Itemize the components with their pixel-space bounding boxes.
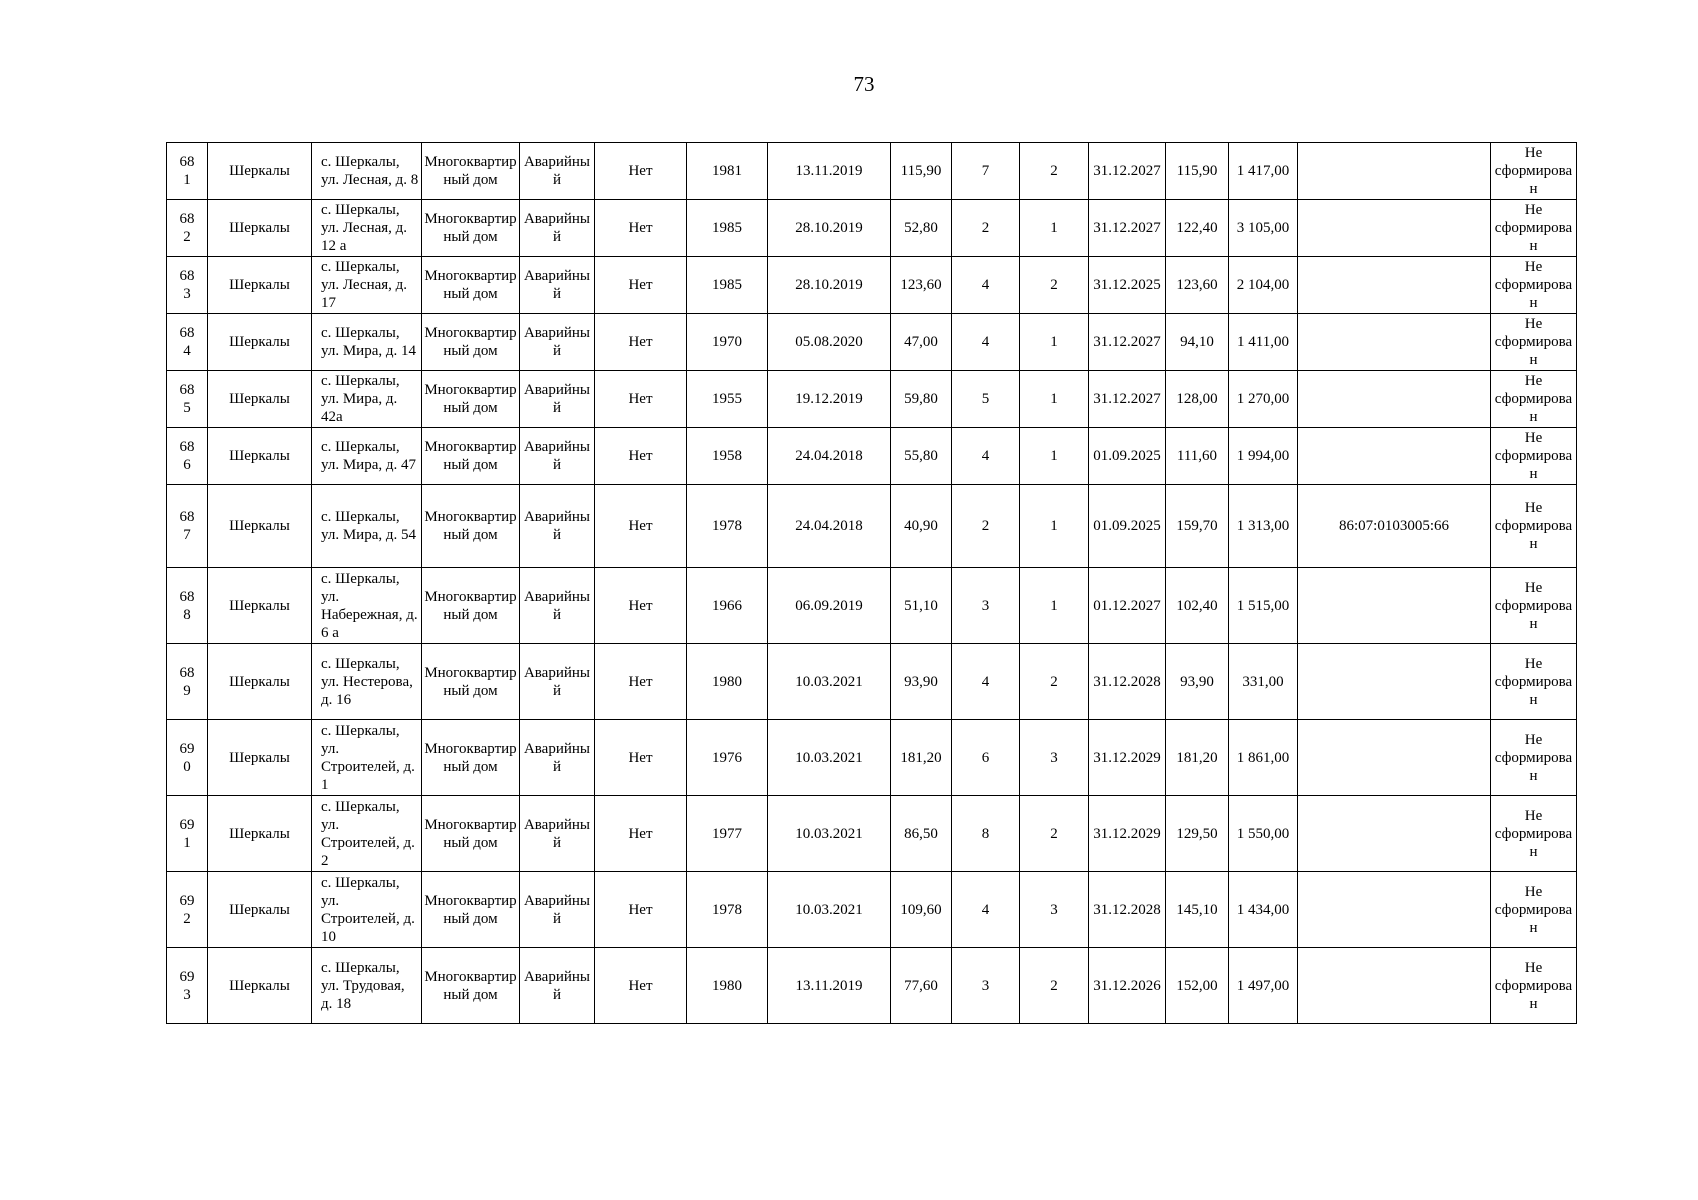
flag-cell: Нет [595,371,687,428]
building-type-cell: Многоквартирный дом [422,796,520,872]
year-cell: 1978 [687,485,768,568]
residents-cell: 3 [952,948,1020,1024]
flag-cell: Нет [595,428,687,485]
row-number-cell [167,257,208,314]
row-number-bottom: 9 [183,682,191,699]
units-cell: 3 [1020,872,1089,948]
units-cell: 3 [1020,720,1089,796]
row-number-bottom: 3 [183,286,191,302]
condition-cell: Аварийный [520,568,595,644]
housing-register-table [166,142,1577,1024]
date-cell: 06.09.2019 [768,568,891,644]
condition-cell: Аварийный [520,314,595,371]
row-number-top: 68 [179,325,195,341]
row-number-top: 69 [179,740,195,757]
condition-cell: Аварийный [520,720,595,796]
area-cell: 86,50 [891,796,952,872]
area-cell: 123,60 [891,257,952,314]
address-cell: с. Шеркалы, ул. Нестерова, д. 16 [312,644,422,720]
row-number-top: 68 [179,154,195,170]
row-number-cell [167,796,208,872]
settlement-cell: Шеркалы [208,257,312,314]
units-cell: 1 [1020,428,1089,485]
row-number-bottom: 1 [183,834,191,851]
table-body [167,143,1577,1024]
deadline-cell: 31.12.2027 [1089,143,1166,200]
address-cell: с. Шеркалы, ул. Мира, д. 54 [312,485,422,568]
deadline-cell: 31.12.2029 [1089,720,1166,796]
settlement-cell: Шеркалы [208,485,312,568]
residents-cell: 5 [952,371,1020,428]
formation-status-cell: Не сформирован [1491,948,1577,1024]
table-row [167,314,1577,371]
row-number-cell [167,485,208,568]
year-cell: 1985 [687,257,768,314]
year-cell: 1985 [687,200,768,257]
building-type-cell: Многоквартирный дом [422,644,520,720]
row-number-top: 69 [179,816,195,833]
row-number-bottom: 1 [183,172,191,188]
cadastral-number-cell [1298,428,1491,485]
building-type-cell: Многоквартирный дом [422,200,520,257]
area-cell: 109,60 [891,872,952,948]
residents-cell: 4 [952,872,1020,948]
address-cell: с. Шеркалы, ул. Строителей, д. 10 [312,872,422,948]
formation-status-cell: Не сформирован [1491,485,1577,568]
formation-status-cell: Не сформирован [1491,314,1577,371]
formation-status-cell: Не сформирован [1491,796,1577,872]
formation-status-cell: Не сформирован [1491,200,1577,257]
page-number: 73 [853,72,875,96]
residents-cell: 6 [952,720,1020,796]
row-number-cell [167,371,208,428]
total-area-cell: 181,20 [1166,720,1229,796]
condition-cell: Аварийный [520,644,595,720]
address-cell: с. Шеркалы, ул. Лесная, д. 8 [312,143,422,200]
row-number-top: 68 [179,588,195,605]
table-row [167,796,1577,872]
year-cell: 1966 [687,568,768,644]
table-row [167,428,1577,485]
settlement-cell: Шеркалы [208,948,312,1024]
deadline-cell: 31.12.2026 [1089,948,1166,1024]
amount-cell: 1 515,00 [1229,568,1298,644]
row-number-cell [167,314,208,371]
amount-cell: 1 313,00 [1229,485,1298,568]
residents-cell: 2 [952,200,1020,257]
year-cell: 1976 [687,720,768,796]
amount-cell: 2 104,00 [1229,257,1298,314]
flag-cell: Нет [595,257,687,314]
row-number-cell [167,644,208,720]
row-number-bottom: 2 [183,229,191,245]
settlement-cell: Шеркалы [208,314,312,371]
settlement-cell: Шеркалы [208,371,312,428]
building-type-cell: Многоквартирный дом [422,568,520,644]
amount-cell: 1 411,00 [1229,314,1298,371]
deadline-cell: 01.12.2027 [1089,568,1166,644]
table-row [167,948,1577,1024]
flag-cell: Нет [595,143,687,200]
amount-cell: 1 417,00 [1229,143,1298,200]
residents-cell: 4 [952,257,1020,314]
row-number-top: 68 [179,664,195,681]
building-type-cell: Многоквартирный дом [422,143,520,200]
row-number-bottom: 3 [183,986,191,1003]
building-type-cell: Многоквартирный дом [422,257,520,314]
row-number-cell [167,872,208,948]
area-cell: 52,80 [891,200,952,257]
amount-cell: 1 994,00 [1229,428,1298,485]
area-cell: 55,80 [891,428,952,485]
deadline-cell: 31.12.2027 [1089,314,1166,371]
flag-cell: Нет [595,314,687,371]
total-area-cell: 159,70 [1166,485,1229,568]
row-number-top: 68 [179,439,195,455]
date-cell: 05.08.2020 [768,314,891,371]
date-cell: 19.12.2019 [768,371,891,428]
formation-status-cell: Не сформирован [1491,720,1577,796]
table-row [167,872,1577,948]
flag-cell: Нет [595,948,687,1024]
settlement-cell: Шеркалы [208,568,312,644]
address-cell: с. Шеркалы, ул. Строителей, д. 1 [312,720,422,796]
address-cell: с. Шеркалы, ул. Строителей, д. 2 [312,796,422,872]
area-cell: 51,10 [891,568,952,644]
table-row [167,200,1577,257]
row-number-bottom: 6 [183,457,191,473]
deadline-cell: 31.12.2027 [1089,200,1166,257]
date-cell: 24.04.2018 [768,428,891,485]
flag-cell: Нет [595,720,687,796]
date-cell: 10.03.2021 [768,720,891,796]
amount-cell: 1 434,00 [1229,872,1298,948]
row-number-top: 69 [179,892,195,909]
residents-cell: 3 [952,568,1020,644]
row-number-top: 68 [179,509,195,525]
table-row [167,644,1577,720]
building-type-cell: Многоквартирный дом [422,371,520,428]
address-cell: с. Шеркалы, ул. Набережная, д. 6 а [312,568,422,644]
address-cell: с. Шеркалы, ул. Лесная, д. 17 [312,257,422,314]
settlement-cell: Шеркалы [208,428,312,485]
year-cell: 1955 [687,371,768,428]
settlement-cell: Шеркалы [208,720,312,796]
total-area-cell: 145,10 [1166,872,1229,948]
date-cell: 28.10.2019 [768,257,891,314]
row-number-bottom: 4 [183,343,191,359]
formation-status-cell: Не сформирован [1491,644,1577,720]
cadastral-number-cell: 86:07:0103005:66 [1298,485,1491,568]
building-type-cell: Многоквартирный дом [422,720,520,796]
year-cell: 1980 [687,948,768,1024]
address-cell: с. Шеркалы, ул. Лесная, д. 12 а [312,200,422,257]
deadline-cell: 31.12.2027 [1089,371,1166,428]
deadline-cell: 01.09.2025 [1089,428,1166,485]
units-cell: 1 [1020,568,1089,644]
row-number-top: 69 [179,968,195,985]
area-cell: 115,90 [891,143,952,200]
amount-cell: 1 497,00 [1229,948,1298,1024]
year-cell: 1977 [687,796,768,872]
row-number-bottom: 5 [183,400,191,416]
building-type-cell: Многоквартирный дом [422,948,520,1024]
building-type-cell: Многоквартирный дом [422,314,520,371]
flag-cell: Нет [595,796,687,872]
condition-cell: Аварийный [520,428,595,485]
condition-cell: Аварийный [520,796,595,872]
units-cell: 2 [1020,948,1089,1024]
year-cell: 1958 [687,428,768,485]
cadastral-number-cell [1298,200,1491,257]
formation-status-cell: Не сформирован [1491,428,1577,485]
cadastral-number-cell [1298,948,1491,1024]
cadastral-number-cell [1298,143,1491,200]
row-number-cell [167,143,208,200]
residents-cell: 4 [952,314,1020,371]
total-area-cell: 122,40 [1166,200,1229,257]
table-row [167,257,1577,314]
cadastral-number-cell [1298,872,1491,948]
settlement-cell: Шеркалы [208,644,312,720]
date-cell: 13.11.2019 [768,143,891,200]
date-cell: 10.03.2021 [768,872,891,948]
date-cell: 10.03.2021 [768,644,891,720]
units-cell: 1 [1020,371,1089,428]
condition-cell: Аварийный [520,257,595,314]
deadline-cell: 31.12.2025 [1089,257,1166,314]
condition-cell: Аварийный [520,485,595,568]
year-cell: 1970 [687,314,768,371]
total-area-cell: 93,90 [1166,644,1229,720]
cadastral-number-cell [1298,371,1491,428]
year-cell: 1978 [687,872,768,948]
flag-cell: Нет [595,872,687,948]
area-cell: 181,20 [891,720,952,796]
cadastral-number-cell [1298,796,1491,872]
total-area-cell: 111,60 [1166,428,1229,485]
row-number-cell [167,428,208,485]
condition-cell: Аварийный [520,143,595,200]
units-cell: 2 [1020,257,1089,314]
row-number-bottom: 0 [183,758,191,775]
address-cell: с. Шеркалы, ул. Мира, д. 14 [312,314,422,371]
date-cell: 28.10.2019 [768,200,891,257]
flag-cell: Нет [595,568,687,644]
formation-status-cell: Не сформирован [1491,872,1577,948]
total-area-cell: 128,00 [1166,371,1229,428]
formation-status-cell: Не сформирован [1491,257,1577,314]
total-area-cell: 94,10 [1166,314,1229,371]
total-area-cell: 129,50 [1166,796,1229,872]
flag-cell: Нет [595,200,687,257]
units-cell: 2 [1020,796,1089,872]
total-area-cell: 123,60 [1166,257,1229,314]
residents-cell: 4 [952,428,1020,485]
total-area-cell: 152,00 [1166,948,1229,1024]
table-row [167,143,1577,200]
flag-cell: Нет [595,644,687,720]
residents-cell: 4 [952,644,1020,720]
address-cell: с. Шеркалы, ул. Мира, д. 42а [312,371,422,428]
address-cell: с. Шеркалы, ул. Трудовая, д. 18 [312,948,422,1024]
amount-cell: 1 550,00 [1229,796,1298,872]
building-type-cell: Многоквартирный дом [422,872,520,948]
table-row [167,371,1577,428]
deadline-cell: 31.12.2028 [1089,644,1166,720]
amount-cell: 331,00 [1229,644,1298,720]
row-number-cell [167,720,208,796]
row-number-bottom: 7 [183,527,191,543]
formation-status-cell: Не сформирован [1491,143,1577,200]
deadline-cell: 01.09.2025 [1089,485,1166,568]
area-cell: 40,90 [891,485,952,568]
date-cell: 13.11.2019 [768,948,891,1024]
row-number-top: 68 [179,268,195,284]
cadastral-number-cell [1298,644,1491,720]
amount-cell: 3 105,00 [1229,200,1298,257]
residents-cell: 7 [952,143,1020,200]
cadastral-number-cell [1298,568,1491,644]
deadline-cell: 31.12.2029 [1089,796,1166,872]
deadline-cell: 31.12.2028 [1089,872,1166,948]
table-row [167,485,1577,568]
units-cell: 2 [1020,143,1089,200]
row-number-top: 68 [179,211,195,227]
flag-cell: Нет [595,485,687,568]
amount-cell: 1 270,00 [1229,371,1298,428]
cadastral-number-cell [1298,720,1491,796]
condition-cell: Аварийный [520,872,595,948]
year-cell: 1981 [687,143,768,200]
settlement-cell: Шеркалы [208,796,312,872]
settlement-cell: Шеркалы [208,200,312,257]
condition-cell: Аварийный [520,948,595,1024]
area-cell: 77,60 [891,948,952,1024]
row-number-top: 68 [179,382,195,398]
row-number-cell [167,948,208,1024]
row-number-bottom: 8 [183,606,191,623]
building-type-cell: Многоквартирный дом [422,428,520,485]
area-cell: 47,00 [891,314,952,371]
year-cell: 1980 [687,644,768,720]
row-number-cell [167,568,208,644]
total-area-cell: 115,90 [1166,143,1229,200]
cadastral-number-cell [1298,314,1491,371]
formation-status-cell: Не сформирован [1491,568,1577,644]
area-cell: 93,90 [891,644,952,720]
address-cell: с. Шеркалы, ул. Мира, д. 47 [312,428,422,485]
units-cell: 1 [1020,200,1089,257]
units-cell: 2 [1020,644,1089,720]
condition-cell: Аварийный [520,200,595,257]
building-type-cell: Многоквартирный дом [422,485,520,568]
units-cell: 1 [1020,485,1089,568]
table-row [167,720,1577,796]
date-cell: 10.03.2021 [768,796,891,872]
area-cell: 59,80 [891,371,952,428]
cadastral-number-cell [1298,257,1491,314]
formation-status-cell: Не сформирован [1491,371,1577,428]
date-cell: 24.04.2018 [768,485,891,568]
residents-cell: 8 [952,796,1020,872]
row-number-cell [167,200,208,257]
condition-cell: Аварийный [520,371,595,428]
units-cell: 1 [1020,314,1089,371]
table-row [167,568,1577,644]
settlement-cell: Шеркалы [208,143,312,200]
residents-cell: 2 [952,485,1020,568]
settlement-cell: Шеркалы [208,872,312,948]
row-number-bottom: 2 [183,910,191,927]
total-area-cell: 102,40 [1166,568,1229,644]
amount-cell: 1 861,00 [1229,720,1298,796]
